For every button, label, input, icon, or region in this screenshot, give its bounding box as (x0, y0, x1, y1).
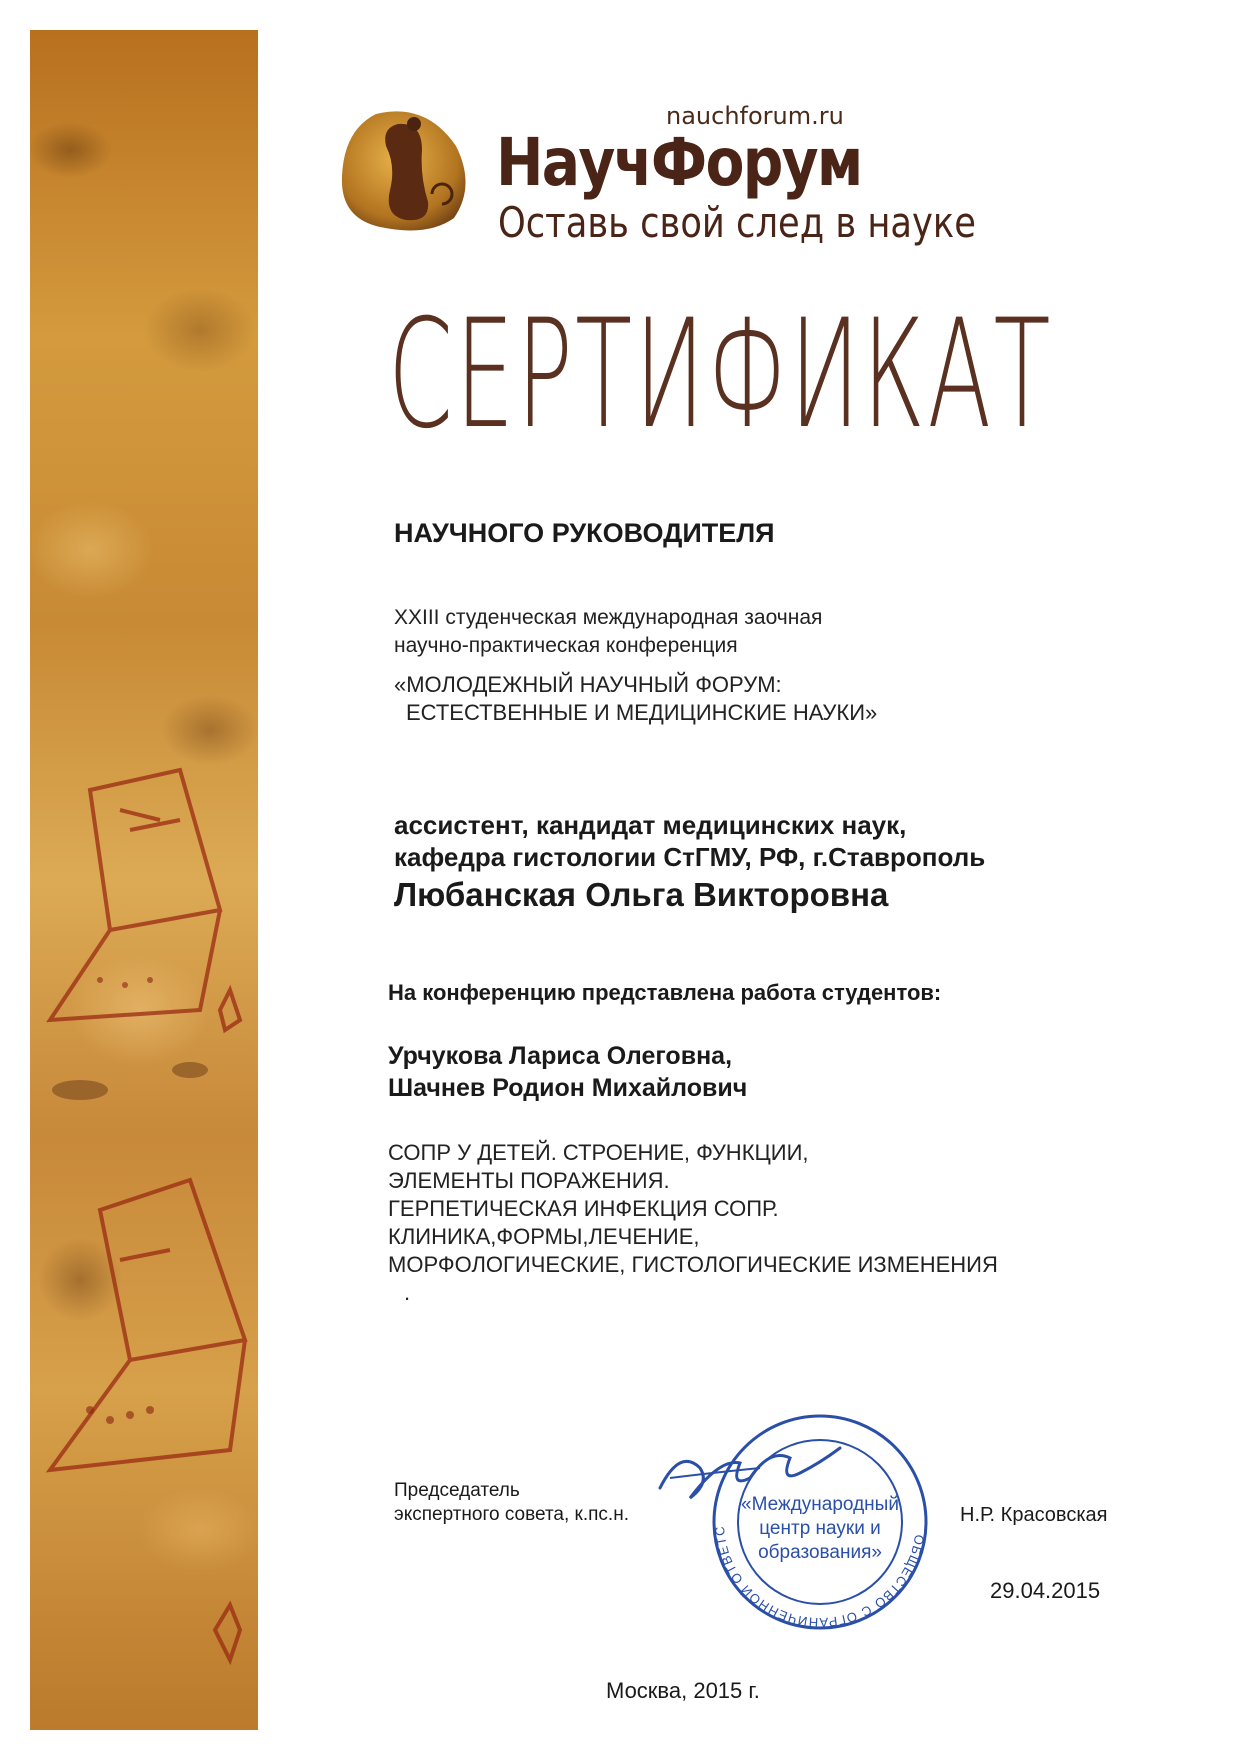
svg-text:ОБЩЕСТВО С ОГРАНИЧЕННОЙ ОТВЕТС: ОБЩЕСТВО С ОГРАНИЧЕННОЙ ОТВЕТС (711, 1525, 928, 1631)
rock-art-drawings (30, 30, 258, 1730)
svg-text:«Международный: «Международный (741, 1494, 899, 1515)
svg-text:образования»: образования» (758, 1542, 882, 1563)
topic-line: МОРФОЛОГИЧЕСКИЕ, ГИСТОЛОГИЧЕСКИЕ ИЗМЕНЕНИЯ (388, 1252, 998, 1277)
city-year: Москва, 2015 г. (606, 1678, 760, 1703)
conference-line-1: XXIII студенческая международная заочная (394, 606, 823, 629)
topic-line: . (404, 1280, 411, 1305)
svg-text:центр науки и: центр науки и (759, 1518, 881, 1539)
topic-line: КЛИНИКА,ФОРМЫ,ЛЕЧЕНИЕ, (388, 1224, 700, 1249)
supervisor-position-line-1: ассистент, кандидат медицинских наук, (394, 810, 907, 840)
certificate-date: 29.04.2015 (990, 1578, 1101, 1603)
logo-name: НаучФорум (496, 124, 862, 201)
topic-line: СОПР У ДЕТЕЙ. СТРОЕНИЕ, ФУНКЦИИ, (388, 1140, 809, 1165)
supervisor-position-line-2: кафедра гистологии СтГМУ, РФ, г.Ставрополь (394, 842, 986, 872)
logo-slogan: Оставь свой след в науке (498, 198, 976, 247)
topic-line: ГЕРПЕТИЧЕСКАЯ ИНФЕКЦИЯ СОПР. (388, 1196, 779, 1221)
student-name: Урчукова Лариса Олеговна, (388, 1042, 733, 1070)
students-label: На конференцию представлена работа студентов: (388, 980, 942, 1005)
conference-name-line-2: ЕСТЕСТВЕННЫЕ И МЕДИЦИНСКИЕ НАУКИ» (406, 700, 878, 725)
signer-name: Н.Р. Красовская (960, 1504, 1108, 1526)
chair-title-line-2: экспертного совета, к.пс.н. (394, 1504, 629, 1525)
conference-line-2: научно-практическая конференция (394, 634, 738, 657)
handwritten-signature (650, 1428, 850, 1523)
supervisor-full-name: Любанская Ольга Викторовна (394, 876, 889, 913)
topic-line: ЭЛЕМЕНТЫ ПОРАЖЕНИЯ. (388, 1168, 670, 1193)
decorative-stone-strip (30, 30, 258, 1730)
student-name: Шачнев Родион Михайлович (388, 1074, 748, 1102)
chair-title-line-1: Председатель (394, 1480, 520, 1501)
logo-footprint-icon (336, 106, 472, 241)
certificate-role: НАУЧНОГО РУКОВОДИТЕЛЯ (394, 518, 775, 548)
certificate-title: СЕРТИФИКАТ (388, 288, 1053, 462)
logo-url: nauchforum.ru (666, 102, 844, 130)
conference-name-line-1: «МОЛОДЕЖНЫЙ НАУЧНЫЙ ФОРУМ: (394, 672, 782, 697)
